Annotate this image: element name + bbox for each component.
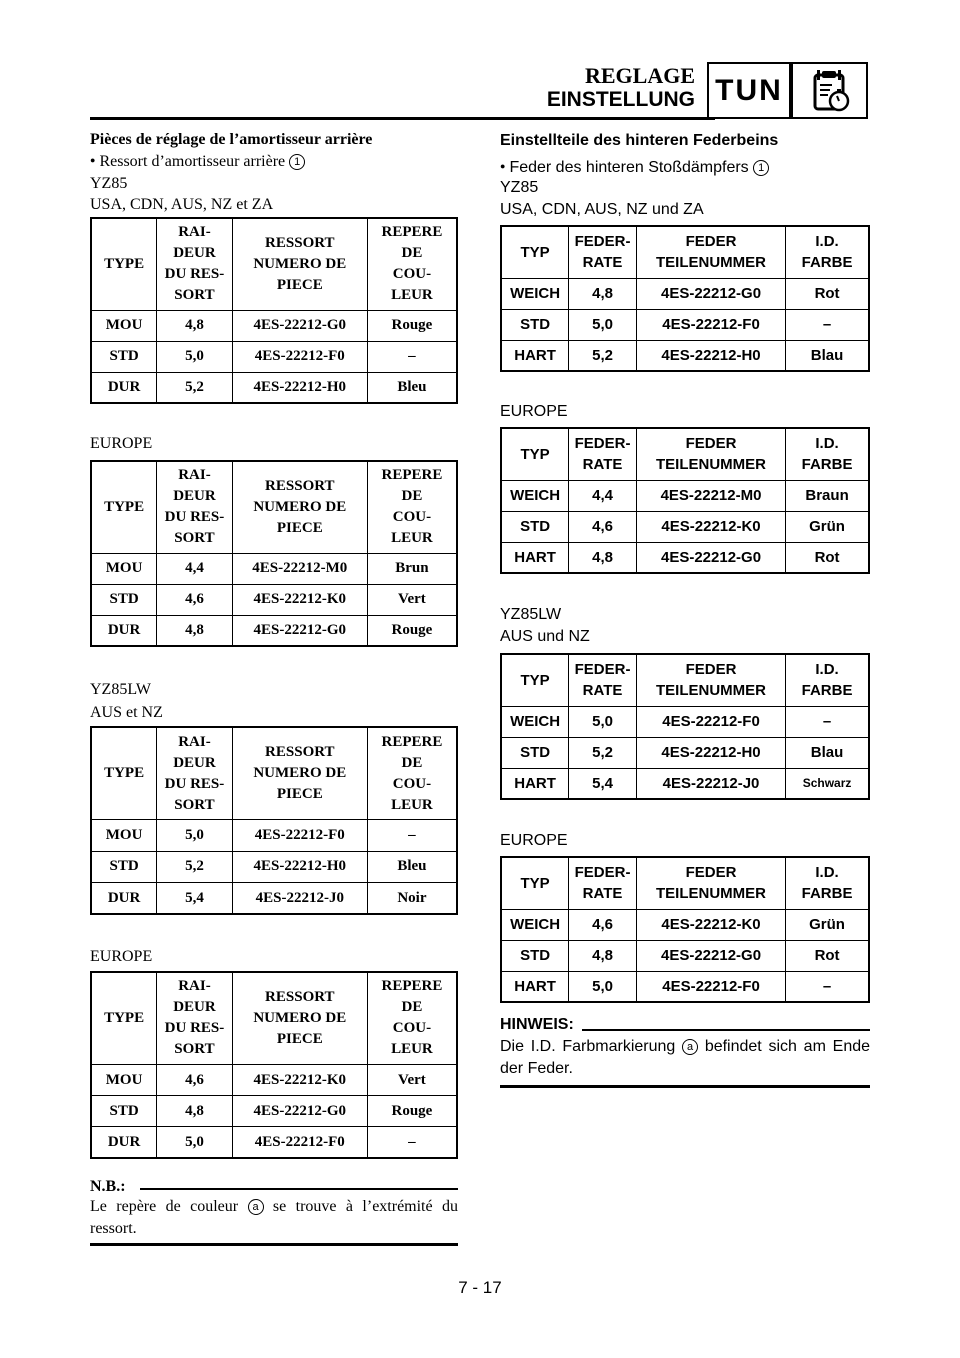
table-cell: Rouge	[367, 1096, 457, 1127]
table-cell: 4ES-22212-G0	[232, 310, 367, 341]
column-header: FEDER TEILENUMMER	[636, 857, 785, 909]
table-cell: –	[367, 1127, 457, 1158]
table-cell: 4,4	[157, 553, 233, 584]
section-code-badge: TUN	[707, 62, 791, 119]
table-row	[501, 940, 869, 971]
table-cell: MOU	[91, 553, 157, 584]
table-cell: 4,6	[157, 584, 233, 615]
fr-table-4	[90, 971, 458, 1159]
table-cell: Bleu	[367, 372, 457, 403]
column-header: FEDER TEILENUMMER	[636, 654, 785, 706]
de-section-title: Einstellteile des hinteren Federbeins	[500, 132, 779, 149]
column-header: I.D. FARBE	[786, 857, 869, 909]
fr-table-1	[90, 217, 458, 404]
table-cell: 4ES-22212-K0	[636, 909, 785, 940]
table-cell: 4,6	[569, 511, 637, 542]
table-cell: –	[786, 706, 869, 737]
fr-note-rule	[140, 1188, 458, 1190]
table-cell: Braun	[786, 480, 869, 511]
fr-bullet	[90, 149, 305, 173]
table-cell: 4ES-22212-K0	[636, 511, 785, 542]
table-cell: MOU	[91, 310, 157, 341]
table-cell: 4ES-22212-F0	[232, 341, 367, 372]
de-markets-1: USA, CDN, AUS, NZ und ZA	[500, 201, 704, 218]
column-header: RAI- DEUR DU RES- SORT	[157, 461, 233, 553]
column-header: TYPE	[91, 727, 157, 820]
table-cell: 4,4	[569, 480, 637, 511]
table-row	[501, 971, 869, 1002]
table-cell: 4ES-22212-G0	[232, 615, 367, 646]
table-cell: STD	[91, 584, 157, 615]
header-rule	[90, 117, 715, 120]
table-cell: 5,2	[157, 851, 233, 882]
de-table-3	[500, 653, 870, 800]
table-cell: 4,8	[157, 1096, 233, 1127]
table-cell: 4ES-22212-G0	[232, 1096, 367, 1127]
table-cell: STD	[501, 309, 569, 340]
table-cell: 5,0	[569, 309, 637, 340]
column-header: REPERE DE COU- LEUR	[367, 972, 457, 1064]
header-title-de: EINSTELLUNG	[546, 88, 695, 111]
ref-1-icon: 1	[753, 160, 769, 176]
ref-a-icon: a	[682, 1039, 698, 1055]
de-table-2	[500, 427, 870, 574]
de-markets-lw: AUS und NZ	[500, 628, 590, 645]
column-header: TYPE	[91, 461, 157, 553]
table-cell: DUR	[91, 883, 157, 914]
table-header-row	[91, 461, 457, 553]
table-row	[91, 584, 457, 615]
column-header: I.D. FARBE	[786, 428, 869, 480]
column-header: REPERE DE COU- LEUR	[367, 461, 457, 553]
column-header: FEDER- RATE	[569, 226, 637, 278]
fr-bullet-text: Ressort d’amortisseur arrière	[99, 153, 286, 170]
column-header: FEDER- RATE	[569, 857, 637, 909]
table-row	[501, 737, 869, 768]
column-header: FEDER- RATE	[569, 428, 637, 480]
table-cell: 5,0	[157, 820, 233, 851]
table-cell: Noir	[367, 883, 457, 914]
table-cell: DUR	[91, 372, 157, 403]
table-cell: 4ES-22212-H0	[636, 340, 785, 371]
table-row	[91, 553, 457, 584]
table-header-row	[501, 654, 869, 706]
table-row	[91, 820, 457, 851]
table-row	[91, 372, 457, 403]
table-header-row	[91, 727, 457, 820]
table-row	[91, 883, 457, 914]
column-header: TYPE	[91, 972, 157, 1064]
fr-model-lw: YZ85LW	[90, 681, 152, 698]
table-cell: HART	[501, 340, 569, 371]
table-cell: 4ES-22212-M0	[636, 480, 785, 511]
column-header: REPERE DE COU- LEUR	[367, 218, 457, 310]
table-cell: MOU	[91, 1064, 157, 1095]
column-header: RAI- DEUR DU RES- SORT	[157, 727, 233, 820]
table-cell: STD	[501, 940, 569, 971]
table-cell: WEICH	[501, 909, 569, 940]
de-model: YZ85	[500, 179, 539, 196]
table-cell: Blau	[786, 737, 869, 768]
table-row	[501, 909, 869, 940]
fr-note-text	[90, 1196, 458, 1240]
table-cell: HART	[501, 542, 569, 573]
column-header: RESSORT NUMERO DE PIECE	[232, 727, 367, 820]
table-cell: 4ES-22212-J0	[636, 768, 785, 799]
table-cell: STD	[91, 341, 157, 372]
table-cell: MOU	[91, 820, 157, 851]
de-note-pre: Die I.D. Farbmarkierung	[500, 1038, 676, 1055]
de-table-1	[500, 225, 870, 372]
table-cell: 4,8	[569, 940, 637, 971]
table-row	[501, 309, 869, 340]
table-row	[91, 1064, 457, 1095]
table-header-row	[501, 428, 869, 480]
table-row	[501, 768, 869, 799]
table-cell: Vert	[367, 1064, 457, 1095]
column-header: TYP	[501, 428, 569, 480]
table-row	[91, 341, 457, 372]
table-row	[91, 1096, 457, 1127]
table-cell: Schwarz	[786, 768, 869, 799]
table-cell: WEICH	[501, 706, 569, 737]
table-cell: –	[367, 820, 457, 851]
page-number: 7 - 17	[458, 1278, 502, 1297]
column-header: TYP	[501, 226, 569, 278]
table-header-row	[501, 857, 869, 909]
table-cell: 4ES-22212-F0	[636, 309, 785, 340]
table-cell: STD	[501, 511, 569, 542]
fr-markets-lw: AUS et NZ	[90, 704, 163, 721]
table-cell: 5,4	[157, 883, 233, 914]
column-header: RAI- DEUR DU RES- SORT	[157, 218, 233, 310]
table-cell: Rot	[786, 940, 869, 971]
fr-model: YZ85	[90, 175, 128, 192]
table-cell: 4ES-22212-J0	[232, 883, 367, 914]
table-cell: STD	[91, 1096, 157, 1127]
table-row	[501, 542, 869, 573]
table-cell: Rouge	[367, 310, 457, 341]
header-title-fr: REGLAGE	[584, 63, 695, 88]
table-header-row	[91, 972, 457, 1064]
de-note-post: befindet sich am Ende der Feder.	[500, 1038, 871, 1077]
table-row	[91, 851, 457, 882]
fr-note-head: N.B.:	[90, 1178, 126, 1195]
table-cell: 4ES-22212-F0	[232, 820, 367, 851]
table-cell: 5,0	[157, 341, 233, 372]
de-note-text	[500, 1036, 870, 1080]
fr-note-pre: Le repère de couleur	[90, 1198, 239, 1215]
table-cell: 5,2	[157, 372, 233, 403]
table-cell: –	[786, 309, 869, 340]
fr-table-2	[90, 460, 458, 647]
fr-europe-1: EUROPE	[90, 435, 153, 452]
column-header: TYPE	[91, 218, 157, 310]
ref-a-icon: a	[248, 1199, 264, 1215]
fr-europe-2: EUROPE	[90, 948, 153, 965]
de-model-lw: YZ85LW	[500, 606, 562, 623]
clipboard-stopwatch-icon	[791, 62, 868, 119]
table-cell: 5,2	[569, 737, 637, 768]
table-cell: Vert	[367, 584, 457, 615]
de-note-end-rule	[500, 1085, 870, 1088]
table-cell: –	[786, 971, 869, 1002]
table-row	[501, 511, 869, 542]
column-header: FEDER TEILENUMMER	[636, 226, 785, 278]
ref-1-icon: 1	[289, 154, 305, 170]
table-row	[91, 310, 457, 341]
column-header: REPERE DE COU- LEUR	[367, 727, 457, 820]
de-table-4	[500, 856, 870, 1003]
table-cell: Rouge	[367, 615, 457, 646]
table-cell: Rot	[786, 278, 869, 309]
fr-note-post: se trouve à l’extrémité du ressort.	[90, 1198, 459, 1237]
column-header: FEDER TEILENUMMER	[636, 428, 785, 480]
column-header: RESSORT NUMERO DE PIECE	[232, 461, 367, 553]
table-header-row	[91, 218, 457, 310]
column-header: RESSORT NUMERO DE PIECE	[232, 972, 367, 1064]
table-cell: 5,0	[569, 706, 637, 737]
fr-table-3	[90, 726, 458, 915]
column-header: TYP	[501, 857, 569, 909]
table-cell: 4,8	[569, 542, 637, 573]
table-cell: 4ES-22212-H0	[636, 737, 785, 768]
de-europe-2: EUROPE	[500, 832, 568, 849]
column-header: RAI- DEUR DU RES- SORT	[157, 972, 233, 1064]
table-cell: 5,2	[569, 340, 637, 371]
table-cell: 4ES-22212-H0	[232, 851, 367, 882]
table-cell: STD	[501, 737, 569, 768]
table-row	[91, 615, 457, 646]
table-cell: 4ES-22212-G0	[636, 940, 785, 971]
table-row	[91, 1127, 457, 1158]
table-cell: 4,6	[157, 1064, 233, 1095]
table-cell: WEICH	[501, 278, 569, 309]
table-cell: 4ES-22212-K0	[232, 1064, 367, 1095]
table-cell: 4ES-22212-F0	[232, 1127, 367, 1158]
column-header: I.D. FARBE	[786, 226, 869, 278]
de-bullet	[500, 155, 769, 179]
table-cell: 4ES-22212-G0	[636, 278, 785, 309]
table-cell: DUR	[91, 1127, 157, 1158]
table-cell: –	[367, 341, 457, 372]
table-row	[501, 340, 869, 371]
table-cell: Bleu	[367, 851, 457, 882]
table-row	[501, 480, 869, 511]
column-header: FEDER- RATE	[569, 654, 637, 706]
table-cell: STD	[91, 851, 157, 882]
table-row	[501, 278, 869, 309]
fr-section-title: Pièces de réglage de l’amortisseur arrière	[90, 131, 373, 148]
table-cell: HART	[501, 971, 569, 1002]
fr-markets-1: USA, CDN, AUS, NZ et ZA	[90, 196, 274, 213]
column-header: I.D. FARBE	[786, 654, 869, 706]
table-cell: 4ES-22212-G0	[636, 542, 785, 573]
table-cell: HART	[501, 768, 569, 799]
table-cell: 4ES-22212-K0	[232, 584, 367, 615]
table-header-row	[501, 226, 869, 278]
table-cell: Rot	[786, 542, 869, 573]
table-cell: Brun	[367, 553, 457, 584]
table-cell: 4ES-22212-M0	[232, 553, 367, 584]
table-cell: 5,0	[569, 971, 637, 1002]
de-bullet-text: Feder des hinteren Stoßdämpfers	[509, 159, 749, 176]
column-header: TYP	[501, 654, 569, 706]
table-cell: Blau	[786, 340, 869, 371]
de-europe-1: EUROPE	[500, 403, 568, 420]
table-cell: 4,8	[157, 310, 233, 341]
table-cell: 4ES-22212-F0	[636, 971, 785, 1002]
table-cell: 4ES-22212-F0	[636, 706, 785, 737]
table-cell: 4,6	[569, 909, 637, 940]
fr-note-end-rule	[90, 1243, 458, 1246]
table-row	[501, 706, 869, 737]
de-note-rule	[582, 1029, 870, 1031]
de-note-head: HINWEIS:	[500, 1016, 574, 1033]
table-cell: DUR	[91, 615, 157, 646]
table-cell: WEICH	[501, 480, 569, 511]
table-cell: 4ES-22212-H0	[232, 372, 367, 403]
column-header: RESSORT NUMERO DE PIECE	[232, 218, 367, 310]
table-cell: Grün	[786, 511, 869, 542]
table-cell: 4,8	[157, 615, 233, 646]
table-cell: 5,4	[569, 768, 637, 799]
table-cell: 4,8	[569, 278, 637, 309]
table-cell: 5,0	[157, 1127, 233, 1158]
table-cell: Grün	[786, 909, 869, 940]
